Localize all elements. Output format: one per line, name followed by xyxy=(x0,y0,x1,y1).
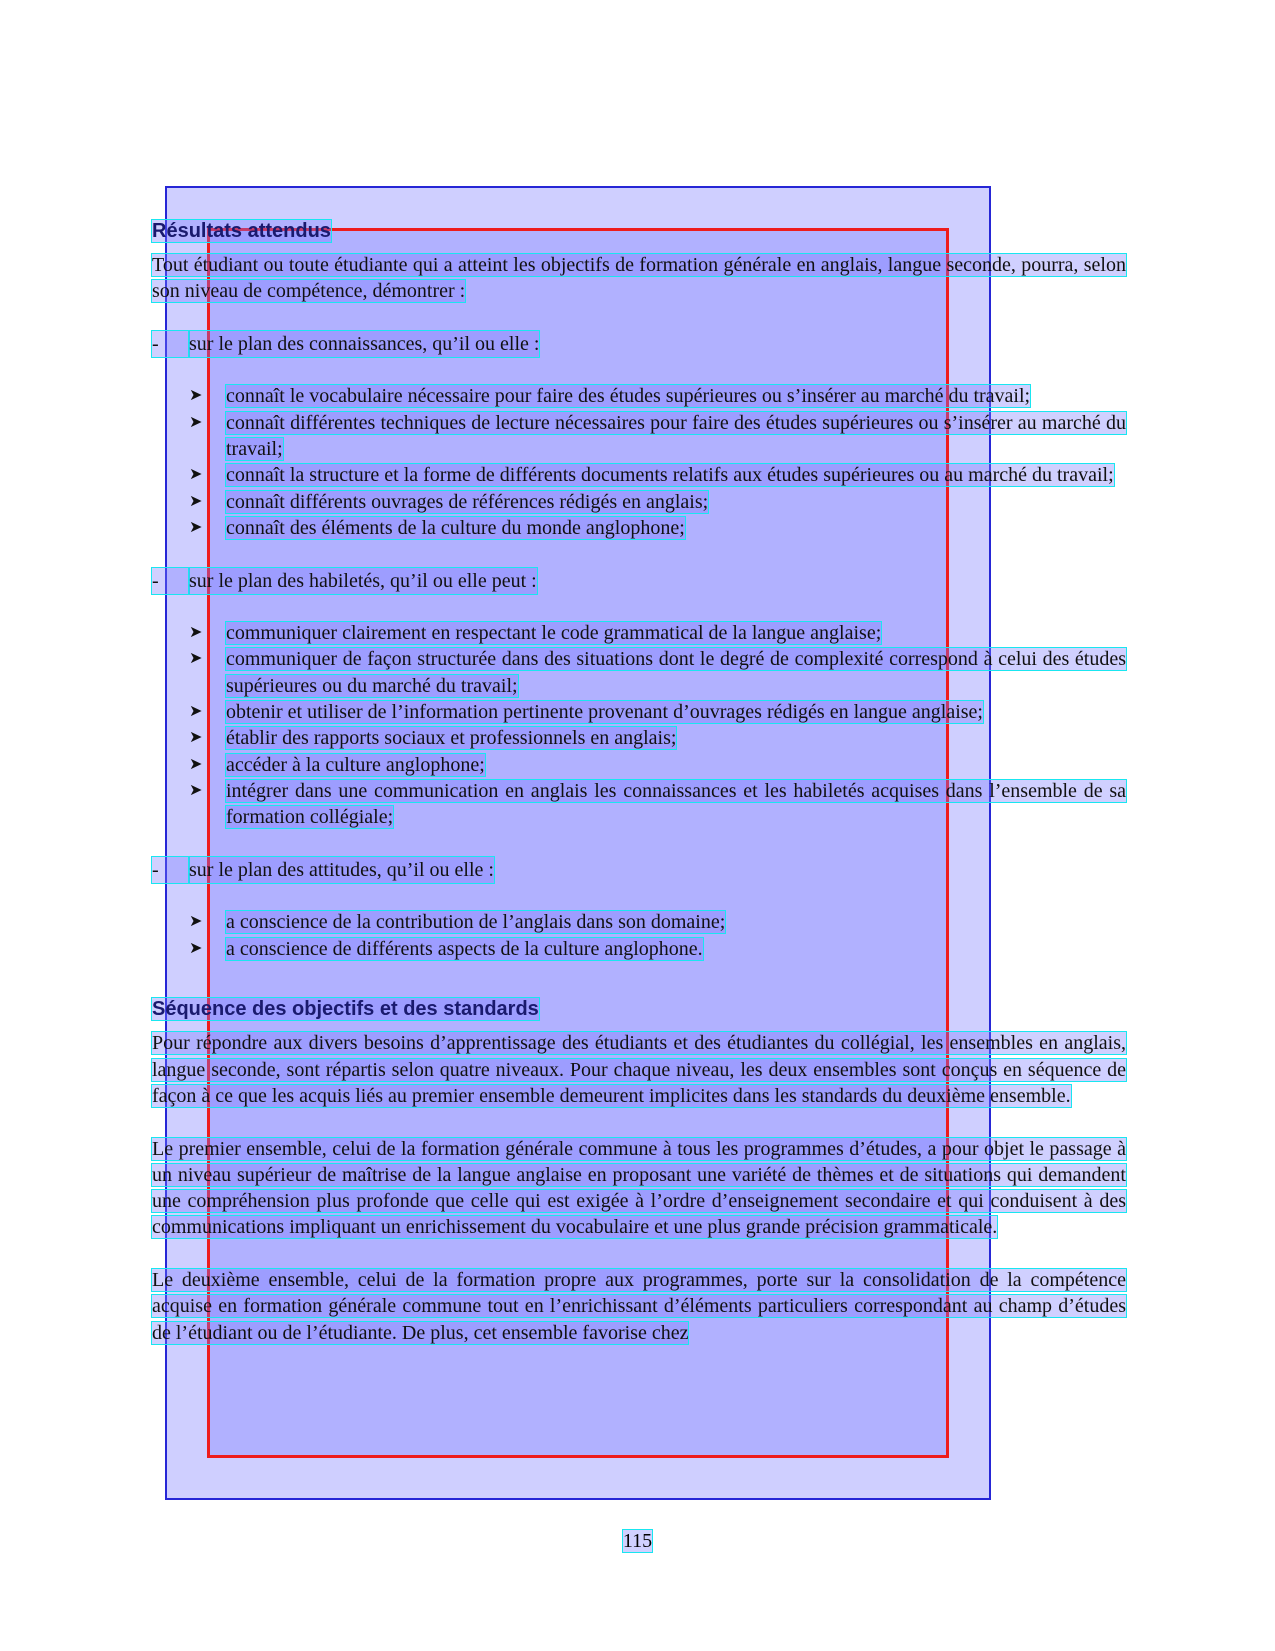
page-number: 115 xyxy=(622,1530,653,1552)
arrow-bullet-icon: ➤ xyxy=(189,650,203,668)
skills-list xyxy=(152,620,1126,830)
knowledge-list xyxy=(152,383,1126,541)
list-item: ➤ connaît différents ouvrages de références rédigés en anglais; xyxy=(189,489,1126,515)
list-item: ➤ communiquer clairement en respectant le code grammatical de la langue anglaise; xyxy=(189,620,1126,646)
arrow-bullet-icon: ➤ xyxy=(189,913,203,931)
arrow-bullet-icon: ➤ xyxy=(189,387,203,405)
list-item: ➤ obtenir et utiliser de l’information pertinente provenant d’ouvrages rédigés en langue anglaise; xyxy=(189,699,1126,725)
list-item: ➤ accéder à la culture anglophone; xyxy=(189,752,1126,778)
arrow-bullet-icon: ➤ xyxy=(189,939,203,957)
arrow-bullet-icon: ➤ xyxy=(189,703,203,721)
list-item: ➤ connaît des éléments de la culture du monde anglophone; xyxy=(189,515,1126,541)
group-label: sur le plan des attitudes, qu’il ou elle : xyxy=(189,857,494,883)
list-item: ➤ établir des rapports sociaux et professionnels en anglais; xyxy=(189,725,1126,751)
arrow-bullet-icon: ➤ xyxy=(189,466,203,484)
dash-marker: - xyxy=(152,568,189,594)
group-label: sur le plan des connaissances, qu’il ou elle : xyxy=(189,331,539,357)
body-paragraph: Le premier ensemble, celui de la formation générale commune à tous les programmes d’études, a pour objet le passage à un niveau supérieur de maîtrise de la langue anglaise en proposant une variété de thèmes et de situations qui demandent une compréhension plus profonde que celle qui est exigée à l’ordre d’enseignement secondaire et qui conduisent à des communications impliquant un enrichissement du vocabulaire et une plus grande précision grammaticale. xyxy=(152,1137,1126,1239)
group-attitudes xyxy=(152,857,1126,883)
arrow-bullet-icon: ➤ xyxy=(189,518,203,536)
group-knowledge xyxy=(152,331,1126,357)
document-body xyxy=(152,218,1126,1346)
arrow-bullet-icon: ➤ xyxy=(189,492,203,510)
list-item: ➤ a conscience de la contribution de l’anglais dans son domaine; xyxy=(189,909,1126,935)
group-label: sur le plan des habiletés, qu’il ou elle peut : xyxy=(189,568,537,594)
list-item: ➤ connaît le vocabulaire nécessaire pour faire des études supérieures ou s’insérer au marché du travail; xyxy=(189,383,1126,409)
section-heading-sequence: Séquence des objectifs et des standards xyxy=(152,998,539,1021)
list-item: ➤ communiquer de façon structurée dans des situations dont le degré de complexité correspond à celui des études supérieures ou du marché du travail; xyxy=(189,646,1126,699)
dash-marker: - xyxy=(152,331,189,357)
arrow-bullet-icon: ➤ xyxy=(189,624,203,642)
list-item: ➤ connaît la structure et la forme de différents documents relatifs aux études supérieures ou au marché du travail; xyxy=(189,462,1126,488)
arrow-bullet-icon: ➤ xyxy=(189,729,203,747)
list-item: ➤ connaît différentes techniques de lecture nécessaires pour faire des études supérieures ou s’insérer au marché du travail; xyxy=(189,410,1126,463)
dash-marker: - xyxy=(152,857,189,883)
attitudes-list xyxy=(152,909,1126,962)
body-paragraph: Pour répondre aux divers besoins d’apprentissage des étudiants et des étudiantes du collégial, les ensembles en anglais, langue seconde, sont répartis selon quatre niveaux. Pour chaque niveau, les deux ensembles sont conçus en séquence de façon à ce que les acquis liés au premier ensemble demeurent implicites dans les standards du deuxième ensemble. xyxy=(152,1032,1126,1107)
group-skills xyxy=(152,568,1126,594)
arrow-bullet-icon: ➤ xyxy=(189,755,203,773)
list-item: ➤ a conscience de différents aspects de la culture anglophone. xyxy=(189,936,1126,962)
section-heading-results: Résultats attendus xyxy=(152,220,331,242)
list-item: ➤ intégrer dans une communication en anglais les connaissances et les habiletés acquises dans l’ensemble de sa formation collégiale; xyxy=(189,778,1126,831)
intro-paragraph: Tout étudiant ou toute étudiante qui a atteint les objectifs de formation générale en anglais, langue seconde, pourra, selon son niveau de compétence, démontrer : xyxy=(152,254,1126,303)
body-paragraph: Le deuxième ensemble, celui de la formation propre aux programmes, porte sur la consolidation de la compétence acquise en formation générale commune tout en l’enrichissant d’éléments particuliers correspondant au champ d’études de l’étudiant ou de l’étudiante. De plus, cet ensemble favorise chez xyxy=(152,1268,1126,1344)
arrow-bullet-icon: ➤ xyxy=(189,781,203,799)
arrow-bullet-icon: ➤ xyxy=(189,413,203,431)
